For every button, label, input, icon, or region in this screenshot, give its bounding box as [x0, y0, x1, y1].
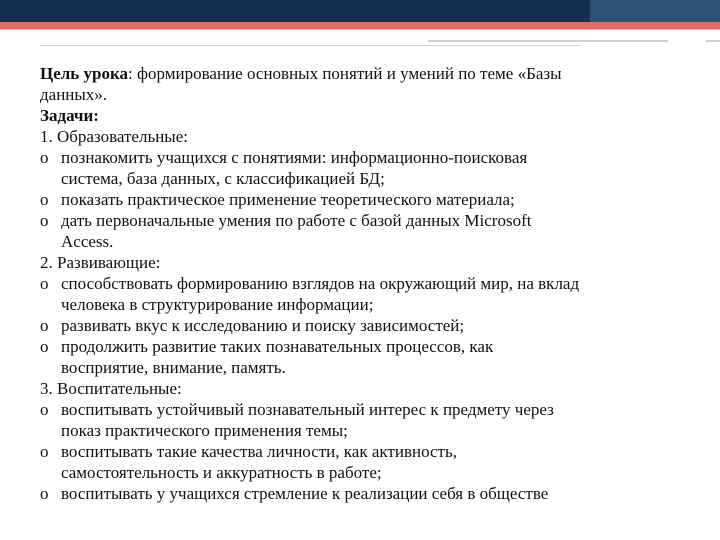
task-item [40, 210, 690, 252]
task-item [40, 315, 690, 336]
task-item-text: способствовать формированию взглядов на окружающий мир, на вклад [61, 274, 580, 293]
divider-line [706, 40, 720, 42]
bullet-icon: o [40, 274, 49, 293]
bullet-icon: o [40, 442, 49, 461]
task-item-text: познакомить учащихся с понятиями: информационно-поисковая [61, 148, 528, 167]
bullet-icon: o [40, 148, 49, 167]
task-item [40, 273, 690, 315]
bullet-icon: o [40, 484, 49, 503]
bullet-icon: o [40, 190, 49, 209]
task-item-text: самостоятельность и аккуратность в работе; [61, 463, 382, 482]
section-heading: 2. Развивающие: [40, 253, 161, 272]
task-item-text: система, база данных, с классификацией БД; [61, 169, 385, 188]
task-item [40, 147, 690, 189]
task-item [40, 441, 690, 483]
task-item-text: показ практического применения темы; [61, 421, 348, 440]
task-item [40, 189, 690, 210]
section-heading: 1. Образовательные: [40, 127, 188, 146]
task-item-text: дать первоначальные умения по работе с базой данных Microsoft [61, 211, 532, 230]
goal-text-continued: данных». [40, 85, 108, 104]
bullet-icon: o [40, 211, 49, 230]
tasks-heading: Задачи: [40, 106, 99, 125]
task-item-text: человека в структурирование информации; [61, 295, 374, 314]
divider-line [40, 45, 580, 46]
task-item [40, 483, 690, 504]
goal-text: : формирование основных понятий и умений по теме «Базы [128, 64, 562, 83]
task-item [40, 336, 690, 378]
slide-content [40, 63, 690, 504]
task-item-text: продолжить развитие таких познавательных процессов, как [61, 337, 494, 356]
task-item-text: воспитывать у учащихся стремление к реализации себя в обществе [61, 484, 549, 503]
task-item-text: показать практическое применение теоретического материала; [61, 190, 515, 209]
task-sections [40, 126, 690, 504]
header-bar-accent [590, 0, 720, 22]
task-item-text: развивать вкус к исследованию и поиску зависимостей; [61, 316, 465, 335]
task-item-text: воспитывать устойчивый познавательный интерес к предмету через [61, 400, 554, 419]
task-item-text: Access. [61, 232, 114, 251]
section-heading: 3. Воспитательные: [40, 379, 182, 398]
task-item [40, 399, 690, 441]
bullet-icon: o [40, 400, 49, 419]
accent-stripe [0, 22, 720, 29]
goal-label: Цель урока [40, 64, 129, 83]
lesson-goal [40, 63, 690, 84]
bullet-icon: o [40, 337, 49, 356]
divider-line [428, 40, 668, 42]
accent-stripe-highlight [0, 29, 720, 30]
task-item-text: воспитывать такие качества личности, как активность, [61, 442, 457, 461]
bullet-icon: o [40, 316, 49, 335]
task-item-text: восприятие, внимание, память. [61, 358, 286, 377]
